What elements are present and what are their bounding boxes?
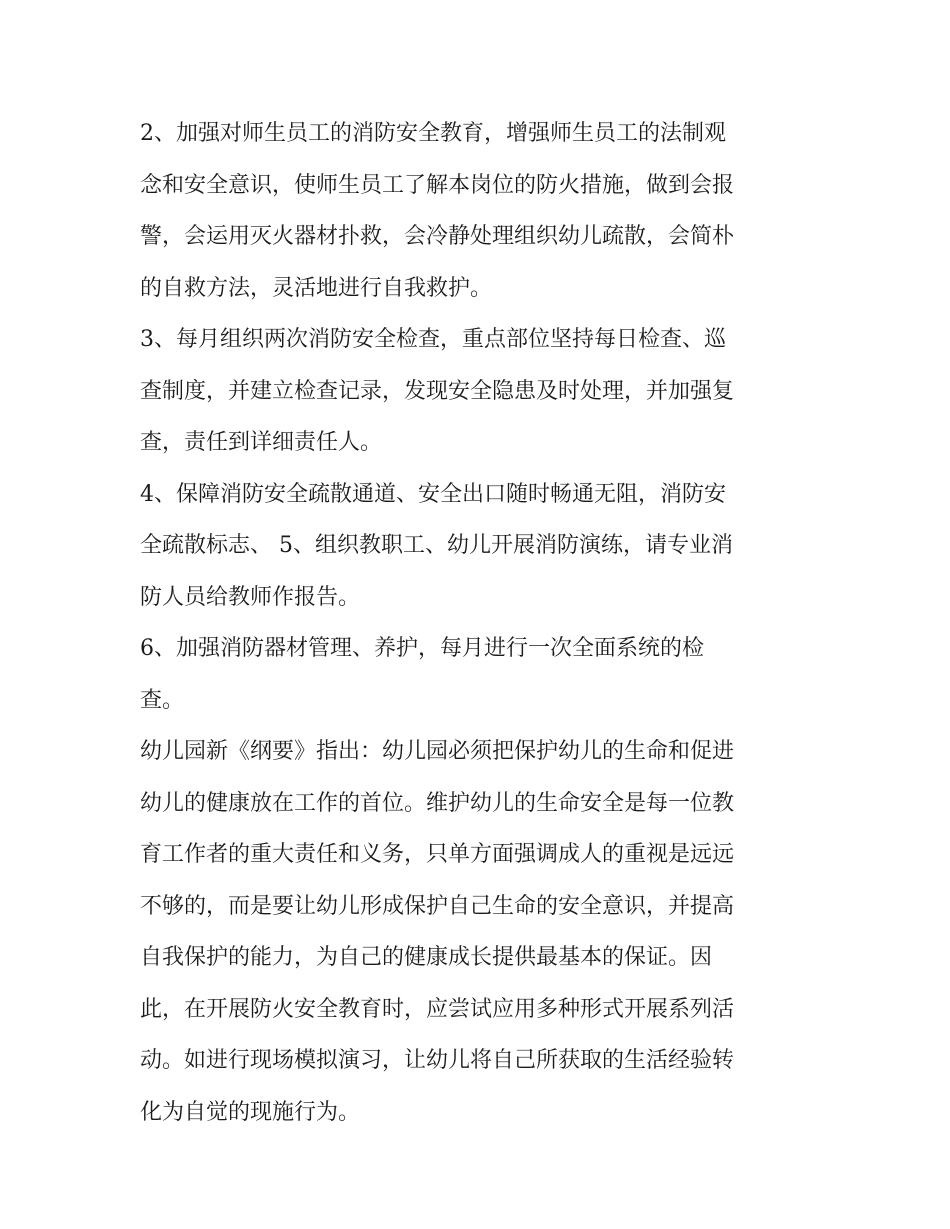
text-line: 3、每月组织两次消防安全检查，重点部位坚持每日检查、巡 [140,327,726,352]
text-line: 防人员给教师作报告。 [140,584,361,610]
text-line: 6、加强消防器材管理、养护，每月进行一次全面系统的检 [140,636,704,661]
text-line: 幼儿园新《纲要》指出：幼儿园必须把保护幼儿的生命和促进 [140,739,735,764]
text-line: 幼儿的健康放在工作的首位。维护幼儿的生命安全是每一位教 [140,790,735,816]
text-line: 不够的，而是要让幼儿形成保护自己生命的安全意识，并提高 [140,893,735,919]
document-body [140,108,810,1138]
text-line: 育工作者的重大责任和义务，只单方面强调成人的重视是远远 [140,842,735,867]
text-line: 此，在开展防火安全教育时，应尝试应用多种形式开展系列活 [140,996,735,1022]
text-line: 查制度，并建立检查记录，发现安全隐患及时处理，并加强复 [140,378,735,404]
text-line: 的自救方法，灵活地进行自我救护。 [140,275,493,301]
text-line: 查。 [140,687,185,713]
text-line: 警，会运用灭火器材扑救，会冷静处理组织幼儿疏散，会简朴 [140,224,735,249]
text-line: 动。如进行现场模拟演习，让幼儿将自己所获取的生活经验转 [140,1048,735,1073]
text-line: 查，责任到详细责任人。 [140,430,383,455]
text-line: 自我保护的能力，为自己的健康成长提供最基本的保证。因 [140,945,713,970]
text-line: 2、加强对师生员工的消防安全教育，增强师生员工的法制观 [140,121,726,146]
text-line: 全疏散标志、 5、组织教职工、幼儿开展消防演练，请专业消 [140,533,733,558]
text-line: 化为自觉的现施行为。 [140,1099,361,1125]
text-line: 4、保障消防安全疏散通道、安全出口随时畅通无阻，消防安 [140,481,726,507]
text-line: 念和安全意识，使师生员工了解本岗位的防火措施，做到会报 [140,172,735,198]
